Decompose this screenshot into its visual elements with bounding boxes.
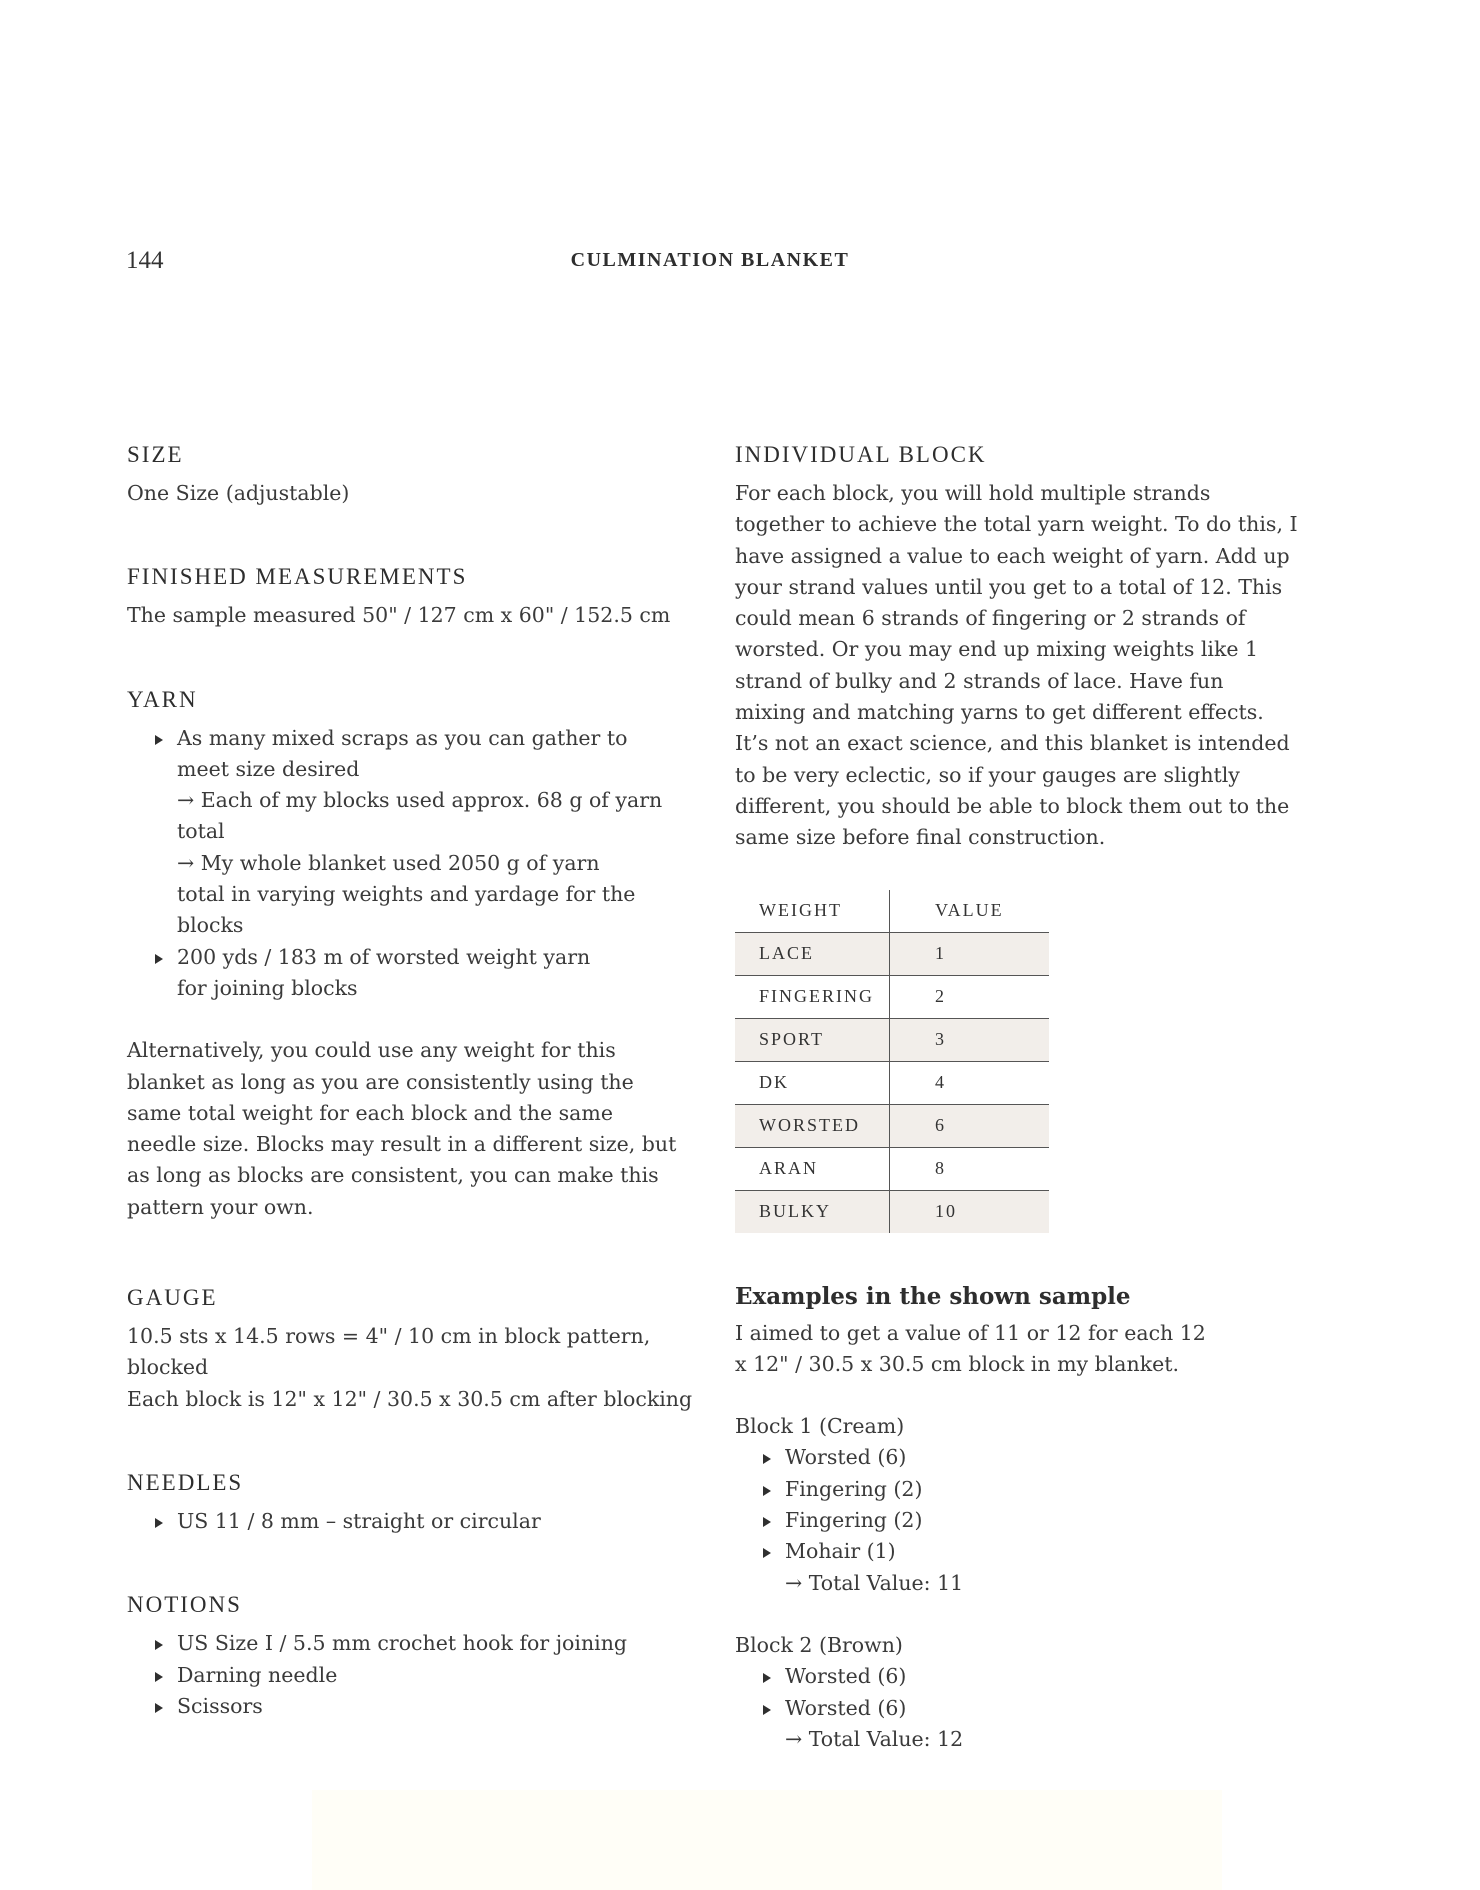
value-cell: 6: [890, 1104, 1050, 1147]
table-row: [735, 1190, 1049, 1233]
table-row: [735, 932, 1049, 975]
value-cell: 3: [890, 1018, 1050, 1061]
value-cell: 8: [890, 1147, 1050, 1190]
size-section: [127, 440, 687, 509]
needles-heading: NEEDLES: [127, 1469, 244, 1495]
individual-block-heading: INDIVIDUAL BLOCK: [735, 442, 987, 467]
gauge-line-1: 10.5 sts x 14.5 rows = 4" / 10 cm in block pattern, blocked: [127, 1324, 651, 1380]
weight-column-header: WEIGHT: [735, 890, 890, 933]
value-cell: 1: [890, 932, 1050, 975]
yarn-weight-table: [735, 890, 1049, 1233]
needles-section: [127, 1468, 687, 1537]
block-1-item: Worsted (6): [785, 1442, 1335, 1473]
table-header-row: [735, 890, 1049, 933]
block-2-title: Block 2 (Brown): [735, 1632, 903, 1657]
value-cell: 10: [890, 1190, 1050, 1233]
block-1-item: Fingering (2): [785, 1505, 1335, 1536]
weight-cell: DK: [735, 1061, 890, 1104]
weight-cell: ARAN: [735, 1147, 890, 1190]
block-1-list: [735, 1442, 1335, 1567]
right-column: [735, 440, 1335, 1755]
table-row: [735, 1147, 1049, 1190]
yarn-item-2: 200 yds / 183 m of worsted weight yarn for joining blocks: [177, 944, 591, 1000]
block-2-item: Worsted (6): [785, 1693, 1335, 1724]
finished-measurements-text: The sample measured 50" / 127 cm x 60" / 152.5 cm: [127, 603, 671, 628]
table-row: [735, 1061, 1049, 1104]
yarn-item-1-note-2: → My whole blanket used 2050 g of yarn total in varying weights and yardage for the blocks: [177, 850, 636, 938]
left-column: [127, 440, 693, 1775]
notions-heading: NOTIONS: [127, 1592, 242, 1618]
gauge-heading: GAUGE: [127, 1285, 218, 1311]
page-number: 144: [126, 247, 164, 274]
yarn-heading: YARN: [127, 686, 198, 712]
table-row: [735, 1018, 1049, 1061]
notions-item-3: Scissors: [177, 1691, 687, 1722]
value-cell: 4: [890, 1061, 1050, 1104]
block-1-item: Mohair (1): [785, 1536, 1335, 1567]
individual-block-text: For each block, you will hold multiple strands together to achieve the total yarn weight. To do this, I have assigned a value to each weight of yarn. Add up your strand values until you get to a total of 12. This could mean 6 strands of fingering or 2 strands of worsted. Or you may end up mixing weights like 1 strand of bulky and 2 strands of lace. Have fun mixing and matching yarns to get different effects. It’s not an exact science, and this blanket is intended to be very eclectic, so if your gauges are slightly different, you should be able to block them out to the same size before final construction.: [735, 481, 1298, 850]
size-heading: SIZE: [127, 442, 184, 467]
block-1-title: Block 1 (Cream): [735, 1414, 905, 1439]
running-title: CULMINATION BLANKET: [570, 249, 850, 271]
gauge-line-2: Each block is 12" x 12" / 30.5 x 30.5 cm after blocking: [127, 1386, 693, 1411]
weight-cell: LACE: [735, 932, 890, 975]
finished-measurements-heading: FINISHED MEASUREMENTS: [127, 564, 468, 590]
list-item: [177, 723, 687, 942]
value-column-header: VALUE: [890, 890, 1050, 933]
size-text: One Size (adjustable): [127, 481, 350, 505]
bottom-tint-panel: [312, 1790, 1222, 1890]
weight-cell: BULKY: [735, 1190, 890, 1233]
gauge-section: [127, 1283, 693, 1415]
needles-item-1: US 11 / 8 mm – straight or circular: [177, 1506, 687, 1537]
examples-heading: Examples in the shown sample: [735, 1282, 1131, 1310]
yarn-section: [127, 685, 687, 1223]
yarn-item-1-note-1: → Each of my blocks used approx. 68 g of yarn total: [177, 788, 663, 844]
value-cell: 2: [890, 975, 1050, 1018]
weight-cell: WORSTED: [735, 1104, 890, 1147]
table-row: [735, 1104, 1049, 1147]
notions-list: [127, 1628, 687, 1722]
weight-cell: FINGERING: [735, 975, 890, 1018]
needles-list: [127, 1506, 687, 1537]
yarn-item-1: As many mixed scraps as you can gather to meet size desired: [177, 725, 628, 781]
yarn-alternative-paragraph: Alternatively, you could use any weight for this blanket as long as you are consistently using the same total weight for each block and the same needle size. Blocks may result in a different size, but as long as blocks are consistent, you can make this pattern your own.: [127, 1038, 677, 1219]
block-1-item: Fingering (2): [785, 1474, 1335, 1505]
notions-item-1: US Size I / 5.5 mm crochet hook for joining: [177, 1628, 687, 1659]
finished-measurements-section: [127, 562, 687, 631]
table-row: [735, 975, 1049, 1018]
yarn-list: [127, 723, 687, 1005]
block-1-total: → Total Value: 11: [785, 1570, 964, 1595]
block-2-list: [735, 1661, 1335, 1724]
weight-cell: SPORT: [735, 1018, 890, 1061]
notions-item-2: Darning needle: [177, 1660, 687, 1691]
list-item: [177, 942, 687, 1005]
notions-section: [127, 1590, 687, 1722]
examples-intro: I aimed to get a value of 11 or 12 for each 12 x 12" / 30.5 x 30.5 cm block in my blanket.: [735, 1320, 1206, 1376]
block-2-total: → Total Value: 12: [785, 1726, 964, 1751]
block-2-item: Worsted (6): [785, 1661, 1335, 1692]
